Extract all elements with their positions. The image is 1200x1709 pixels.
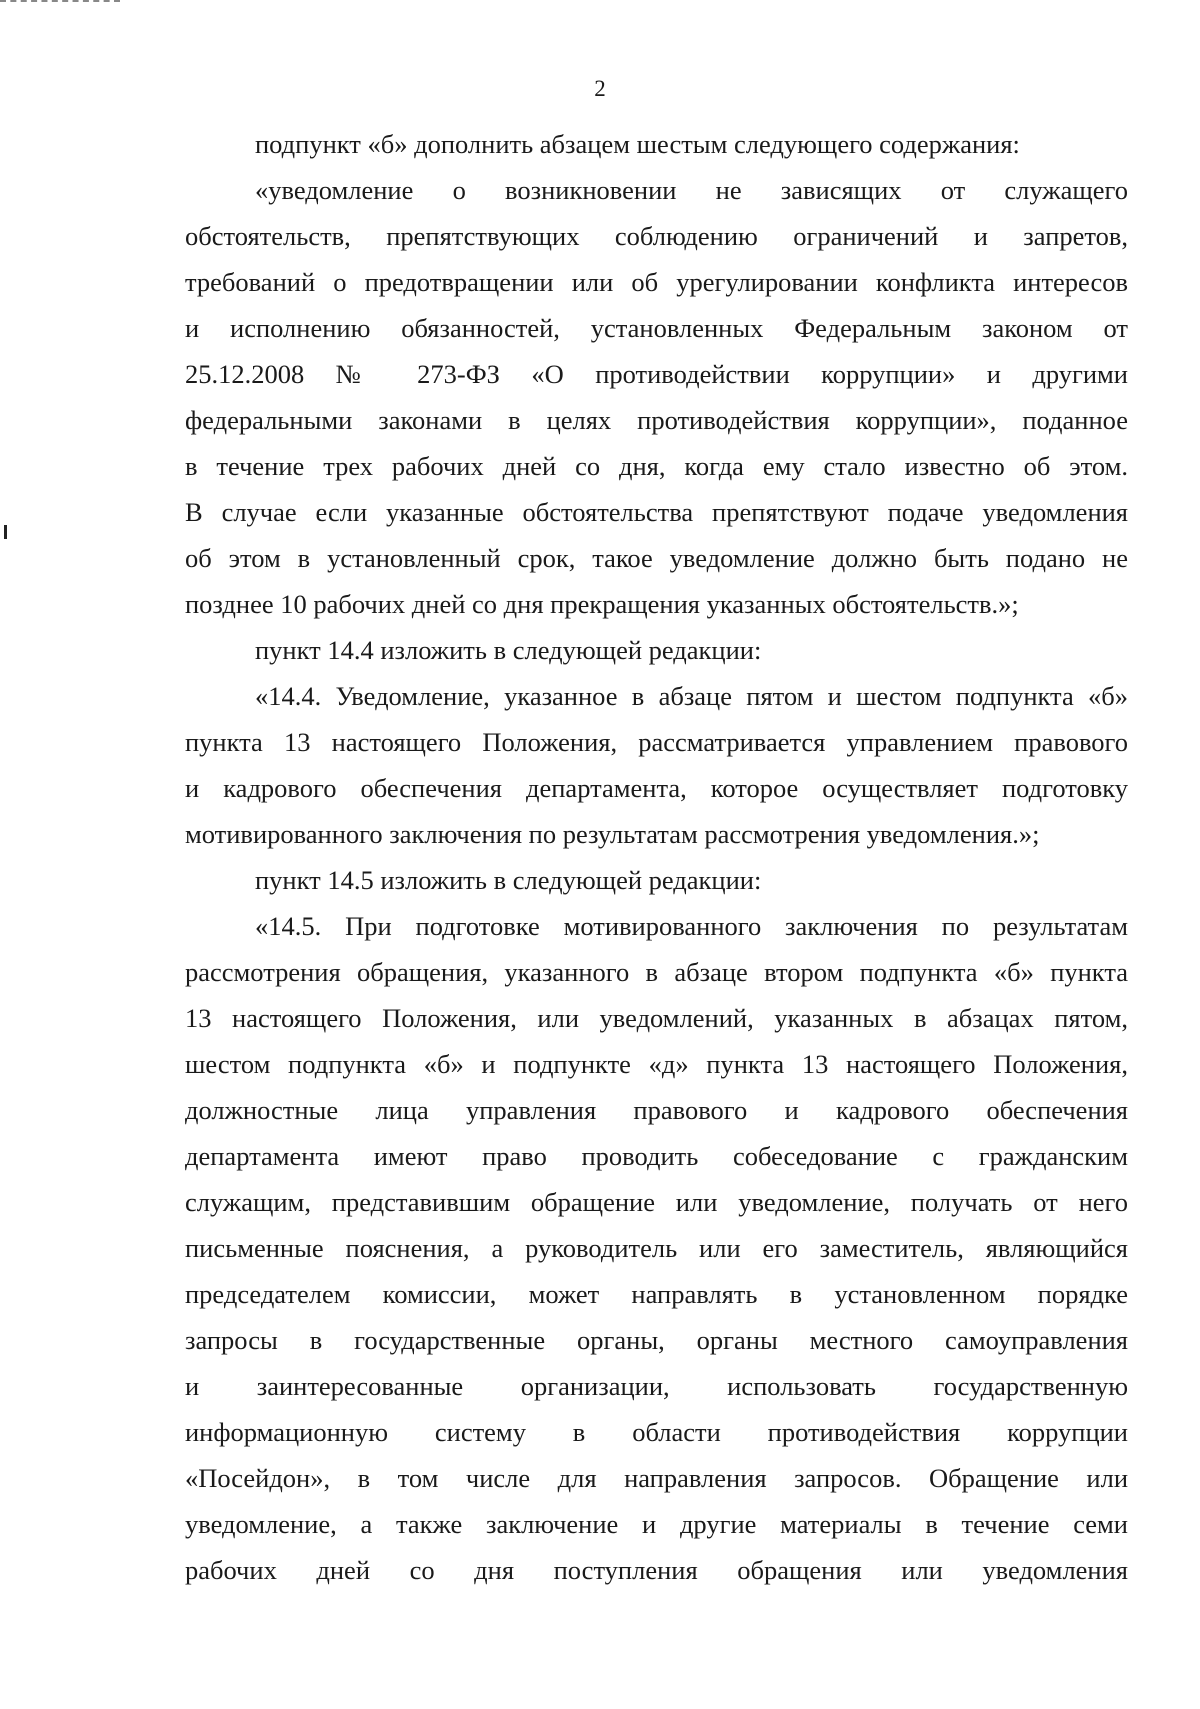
text-line: запросы в государственные органы, органы местного самоуправления [185, 1325, 1128, 1355]
scan-artifact-top [0, 0, 120, 8]
paragraph [185, 673, 1128, 857]
text-line: обстоятельств, препятствующих соблюдению ограничений и запретов, [185, 221, 1128, 251]
paragraph [185, 903, 1128, 1593]
text-line: пункт 14.5 изложить в следующей редакции: [255, 865, 762, 895]
text-line: служащим, представившим обращение или уведомление, получать от него [185, 1187, 1128, 1217]
scan-artifact-side [4, 525, 7, 539]
text-line: и заинтересованные организации, использовать государственную [185, 1371, 1128, 1401]
paragraph [185, 627, 1128, 673]
text-line: подпункт «б» дополнить абзацем шестым следующего содержания: [255, 129, 1020, 159]
text-line: «14.4. Уведомление, указанное в абзаце пятом и шестом подпункта «б» [255, 681, 1128, 711]
text-line: и кадрового обеспечения департамента, которое осуществляет подготовку [185, 773, 1128, 803]
text-line: в течение трех рабочих дней со дня, когда ему стало известно об этом. [185, 451, 1128, 481]
text-line: требований о предотвращении или об урегулировании конфликта интересов [185, 267, 1128, 297]
text-line: федеральными законами в целях противодействия коррупции», поданное [185, 405, 1128, 435]
text-line: информационную систему в области противодействия коррупции [185, 1417, 1128, 1447]
text-line: пункта 13 настоящего Положения, рассматривается управлением правового [185, 727, 1128, 757]
text-line: «уведомление о возникновении не зависящих от служащего [255, 175, 1128, 205]
text-line: уведомление, а также заключение и другие материалы в течение семи [185, 1509, 1128, 1539]
paragraph [185, 167, 1128, 627]
text-line: позднее 10 рабочих дней со дня прекращения указанных обстоятельств.»; [185, 589, 1019, 619]
text-line: 25.12.2008 № 273-ФЗ «О противодействии коррупции» и другими [185, 359, 1128, 389]
text-line: письменные пояснения, а руководитель или его заместитель, являющийся [185, 1233, 1128, 1263]
text-line: «Посейдон», в том числе для направления запросов. Обращение или [185, 1463, 1128, 1493]
text-line: председателем комиссии, может направлять в установленном порядке [185, 1279, 1128, 1309]
text-line: рассмотрения обращения, указанного в абзаце втором подпункта «б» пункта [185, 957, 1128, 987]
text-line: пункт 14.4 изложить в следующей редакции: [255, 635, 762, 665]
text-line: департамента имеют право проводить собеседование с гражданским [185, 1141, 1128, 1171]
paragraph [185, 857, 1128, 903]
text-line: мотивированного заключения по результатам рассмотрения уведомления.»; [185, 819, 1040, 849]
paragraph [185, 121, 1128, 167]
text-line: должностные лица управления правового и кадрового обеспечения [185, 1095, 1128, 1125]
text-line: об этом в установленный срок, такое уведомление должно быть подано не [185, 543, 1128, 573]
text-line: и исполнению обязанностей, установленных Федеральным законом от [185, 313, 1128, 343]
text-line: «14.5. При подготовке мотивированного заключения по результатам [255, 911, 1128, 941]
text-line: В случае если указанные обстоятельства препятствуют подаче уведомления [185, 497, 1128, 527]
page-number: 2 [594, 76, 606, 101]
text-line: шестом подпункта «б» и подпункте «д» пункта 13 настоящего Положения, [185, 1049, 1128, 1079]
document-body [185, 121, 1128, 1593]
text-line: рабочих дней со дня поступления обращения или уведомления [185, 1555, 1128, 1585]
text-line: 13 настоящего Положения, или уведомлений, указанных в абзацах пятом, [185, 1003, 1128, 1033]
